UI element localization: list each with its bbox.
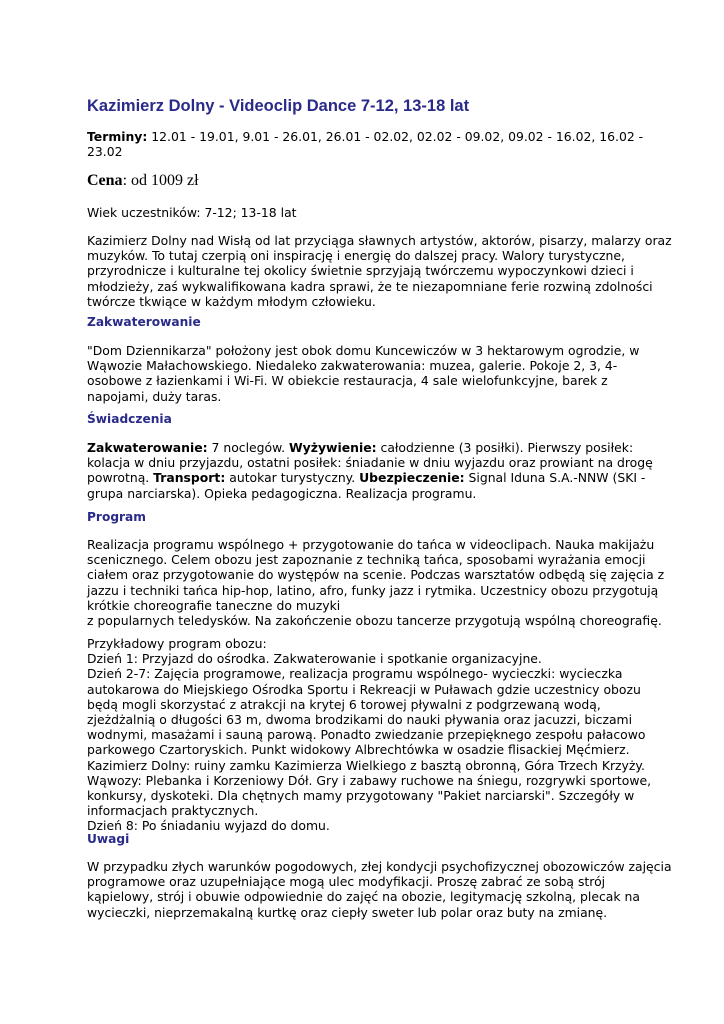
uwagi-line: kąpielowy, strój i obuwie odpowiednie do zajęć na obozie, legitymację szkolną, plecak na bbox=[87, 889, 640, 905]
uwagi-paragraph bbox=[87, 859, 672, 920]
swiadczenia-paragraph bbox=[87, 440, 653, 501]
zakwaterowanie-line: osobowe z łazienkami i Wi-Fi. W obiekcie restauracja, 4 sale wielofunkcyjne, barek z bbox=[87, 373, 608, 389]
swiadczenia-line: grupa narciarska). Opieka pedagogiczna. Realizacja programu. bbox=[87, 485, 477, 501]
meals-label: Wyżywienie: bbox=[289, 440, 377, 455]
intro-line: młodzieży, zaś wykwalifikowana kadra sprawi, że te niezapomniane ferie rozwiną zdolności bbox=[87, 278, 653, 294]
price-label: Cena bbox=[87, 172, 123, 189]
program-paragraph bbox=[87, 537, 665, 629]
program-example-line: Wąwozy: Plebanka i Korzeniowy Dół. Gry i zabawy ruchowe na śniegu, rozgrywki sportowe, bbox=[87, 772, 652, 788]
accommodation-value: 7 noclegów. bbox=[207, 440, 289, 455]
terminy-dates-line-1: 12.01 - 19.01, 9.01 - 26.01, 26.01 - 02.02, 02.02 - 09.02, 09.02 - 16.02, 16.02 - bbox=[147, 129, 644, 144]
zakwaterowanie-line: "Dom Dziennikarza" położony jest obok domu Kuncewiczów w 3 hektarowym ogrodzie, w bbox=[87, 343, 640, 358]
transport-label: Transport: bbox=[153, 470, 226, 486]
zakwaterowanie-paragraph bbox=[87, 343, 647, 404]
uwagi-line: wycieczki, nieprzemakalną kurtkę oraz ciepły sweter lub polar oraz buty na zmianę. bbox=[87, 904, 608, 920]
meals-value: całodzienne (3 posiłki). Pierwszy posiłek: bbox=[376, 440, 634, 455]
program-example-paragraph bbox=[87, 636, 652, 834]
program-example-line: parkowego Czartoryskich. Punkt widokowy Albrechtówka w osadzie flisackiej Męćmierz. bbox=[87, 742, 630, 758]
program-line: ciałem oraz przygotowanie do występów na scenie. Podczas warsztatów odbędą się zajęcia z bbox=[87, 567, 665, 583]
zakwaterowanie-line: Wąwozie Małachowskiego. Niedaleko zakwaterowania: muzea, galerie. Pokoje 2, 3, 4- bbox=[87, 358, 618, 374]
price-value: : od 1009 zł bbox=[122, 172, 199, 189]
program-example-line: zjeżdżalnią o długości 63 m, dwoma brodzikami do nauki pływania oraz jacuzzi, biczami bbox=[87, 712, 633, 728]
intro-line: przyrodnicze i kulturalne tej okolicy świetnie sprzyjają twórczemu wypoczynkowi dzieci i bbox=[87, 263, 634, 279]
program-example-line: Dzień 2-7: Zajęcia programowe, realizacja programu wspólnego- wycieczki: wycieczka bbox=[87, 666, 623, 682]
intro-line: twórcze tkwiące w każdym młodym człowieku. bbox=[87, 293, 376, 309]
program-example-line: Dzień 1: Przyjazd do ośrodka. Zakwaterowanie i spotkanie organizacyjne. bbox=[87, 651, 542, 667]
uwagi-line: W przypadku złych warunków pogodowych, złej kondycji psychofizycznej obozowiczów zajęcia bbox=[87, 859, 672, 874]
program-example-line: konkursy, dyskoteki. Dla chętnych mamy przygotowany "Pakiet narciarski". Szczegóły w bbox=[87, 788, 635, 804]
insurance-value: Signal Iduna S.A.-NNW (SKI - bbox=[464, 470, 646, 486]
price bbox=[87, 172, 199, 190]
program-example-line: wodnymi, masażami i sauną parową. Ponadto zwiedzanie przepięknego zespołu pałacowo bbox=[87, 727, 646, 743]
program-example-line: informacjach praktycznych. bbox=[87, 803, 259, 819]
insurance-label: Ubezpieczenie: bbox=[359, 470, 465, 486]
swiadczenia-text: powrotną. bbox=[87, 470, 154, 486]
uwagi-line: programowe oraz uzupełniające mogą ulec modyfikacji. Proszę zabrać ze sobą strój bbox=[87, 874, 606, 890]
section-heading-uwagi: Uwagi bbox=[87, 832, 130, 846]
program-line: scenicznego. Celem obozu jest zapoznanie z techniką tańca, sposobami wyrażania emocji bbox=[87, 552, 646, 568]
program-example-line: Kazimierz Dolny: ruiny zamku Kazimierza Wielkiego z basztą obronną, Góra Trzech Krzyży. bbox=[87, 757, 645, 773]
program-line: Realizacja programu wspólnego + przygotowanie do tańca w videoclipach. Nauka makijażu bbox=[87, 537, 655, 552]
program-example-line: Dzień 8: Po śniadaniu wyjazd do domu. bbox=[87, 818, 330, 834]
terminy-label: Terminy: bbox=[87, 129, 148, 144]
terminy-paragraph bbox=[87, 129, 647, 159]
program-example-line: autokarowa do Miejskiego Ośrodka Sportu i Rekreacji w Puławach gdzie uczestnicy obozu bbox=[87, 681, 641, 697]
intro-line: Kazimierz Dolny nad Wisłą od lat przyciąga sławnych artystów, aktorów, pisarzy, malarzy oraz bbox=[87, 233, 672, 248]
section-heading-program: Program bbox=[87, 510, 146, 524]
swiadczenia-line: kolacja w dniu przyjazdu, ostatni posiłek: śniadanie w dniu wyjazdu oraz prowiant na drogę bbox=[87, 455, 653, 471]
age-info: Wiek uczestników: 7-12; 13-18 lat bbox=[87, 205, 297, 220]
page-title: Kazimierz Dolny - Videoclip Dance 7-12, 13-18 lat bbox=[87, 97, 470, 115]
program-example-line: będą mogli skorzystać z atrakcji na krytej 6 torowej pływalni z podgrzewaną wodą, bbox=[87, 696, 601, 712]
terminy-dates-line-2: 23.02 bbox=[87, 144, 123, 160]
zakwaterowanie-line: napojami, duży taras. bbox=[87, 388, 222, 404]
accommodation-label: Zakwaterowanie: bbox=[87, 440, 208, 455]
section-heading-swiadczenia: Świadczenia bbox=[87, 412, 172, 426]
program-line: z popularnych teledysków. Na zakończenie obozu tancerze przygotują wspólną choreografię. bbox=[87, 613, 662, 629]
transport-value: autokar turystyczny. bbox=[225, 470, 360, 486]
intro-line: muzyków. To tutaj czerpią oni inspirację i energię do dalszej pracy. Walory turystyczne, bbox=[87, 248, 625, 264]
program-line: krótkie choreografie taneczne do muzyki bbox=[87, 597, 341, 613]
intro-paragraph bbox=[87, 233, 672, 309]
section-heading-zakwaterowanie: Zakwaterowanie bbox=[87, 315, 201, 329]
program-example-line: Przykładowy program obozu: bbox=[87, 636, 267, 651]
program-line: jazzu i techniki tańca hip-hop, latino, afro, funky jazz i rytmika. Uczestnicy obozu przygotują bbox=[87, 582, 659, 598]
